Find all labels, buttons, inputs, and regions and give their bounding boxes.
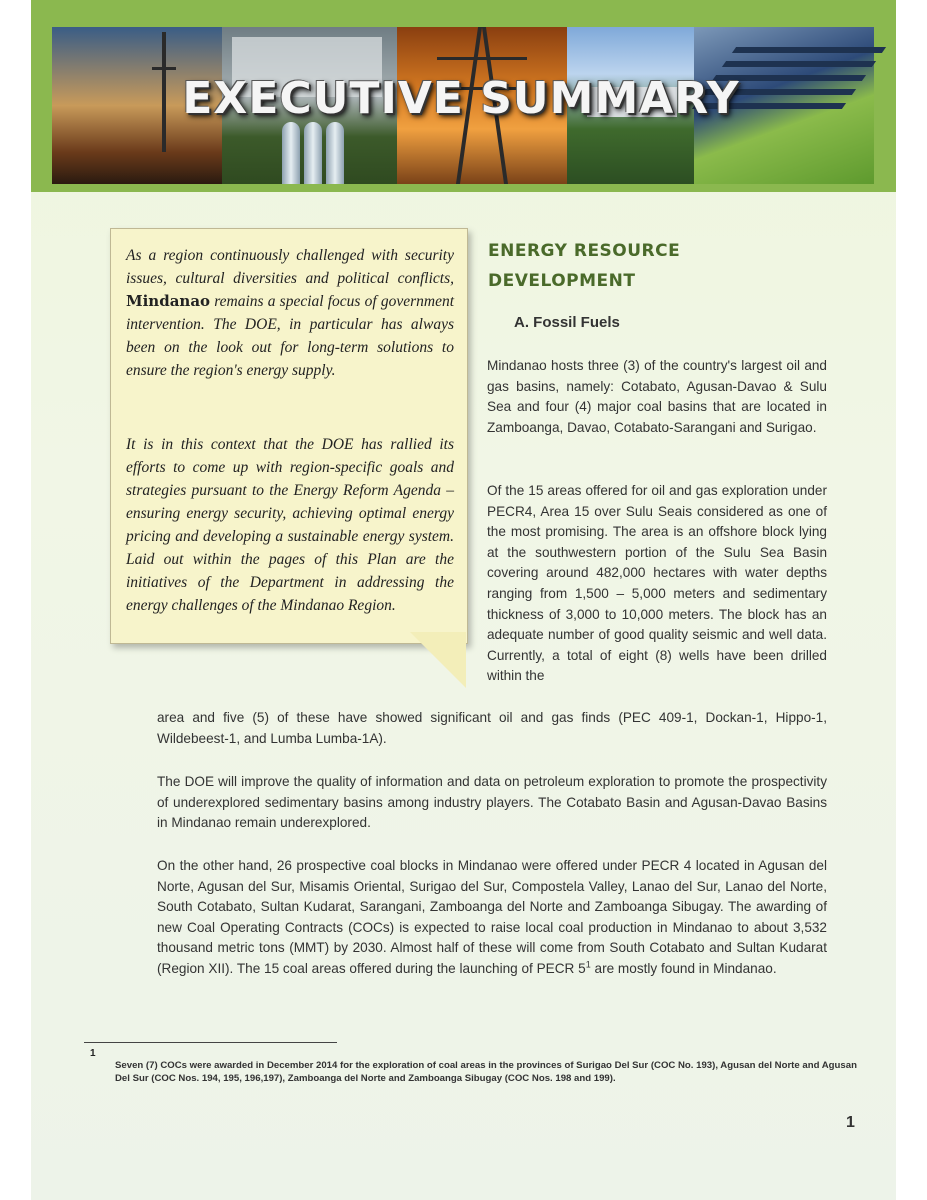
section-heading: ENERGY RESOURCE DEVELOPMENT bbox=[488, 241, 681, 291]
callout-paragraph-2: It is in this context that the DOE has rallied its efforts to come up with region-specific goals and strategies pursuant to the Energy Reform Agenda – ensuring energy security, achieving optimal energy pricing and developing a sustainable energy system. Laid out within the pages of this Plan are the initiatives of the Department in addressing the energy challenges of the Mindanao Region. bbox=[126, 436, 454, 614]
footnote-number: 1 bbox=[90, 1048, 96, 1059]
body-paragraph-2-continued: area and five (5) of these have showed significant oil and gas finds (PEC 409-1, Dockan-1, Hippo-1, Wildebeest-1, and Lumba Lumba-1A). bbox=[157, 710, 827, 746]
callout-paragraph-1: As a region continuously challenged with security issues, cultural diversities and political conflicts, Mindanao remains a special focus of government intervention. The DOE, in particular has always been on the look out for long-term solutions to ensure the region's energy supply. bbox=[126, 247, 454, 379]
subsection-heading: A. Fossil Fuels bbox=[514, 314, 620, 331]
header-banner bbox=[31, 0, 896, 192]
page-title: EXECUTIVE SUMMARY bbox=[182, 73, 740, 124]
body-paragraph-1: Mindanao hosts three (3) of the country's largest oil and gas basins, namely: Cotabato, Agusan-Davao & Sulu Sea and four (4) major coal basins that are located in Zamboanga, Davao, Cotabato-Sarangani and Surigao. bbox=[487, 358, 827, 435]
document-page bbox=[31, 0, 896, 1200]
body-paragraph-4: On the other hand, 26 prospective coal blocks in Mindanao were offered under PECR 4 located in Agusan del Norte, Agusan del Sur, Misamis Oriental, Surigao del Sur, Compostela Valley, Lanao del Sur, Lanao del Norte, South Cotabato, Sultan Kudarat, Sarangani, Zamboanga del Norte and Zamboanga Sibugay. The awarding of new Coal Operating Contracts (COCs) is expected to raise local coal production in Mindanao to about 3,532 thousand metric tons (MMT) by 2030. Almost half of these will come from South Cotabato and Sultan Kudarat (Region XII). The 15 coal areas offered during the launching of PECR $5^1$ are mostly found in Mindanao. bbox=[157, 858, 827, 976]
page-curl bbox=[410, 632, 466, 688]
body-paragraph-2: Of the 15 areas offered for oil and gas exploration under PECR4, Area 15 over Sulu Seais considered as one of the most promising. The area is an offshore block lying at the southwestern portion of the Sulu Sea Basin covering around 482,000 hectares with water depths ranging from 1,500 – 5,000 meters and sedimentary thickness of 3,000 to 10,000 meters. The block has an adequate number of good quality seismic and well data. Currently, a total of eight (8) wells have been drilled within the bbox=[487, 483, 827, 684]
body-paragraph-3: The DOE will improve the quality of information and data on petroleum exploration to promote the prospectivity of underexplored sedimentary basins among industry players. The Cotabato Basin and Agusan-Davao Basins in Mindanao remain underexplored. bbox=[157, 774, 827, 831]
page-number: 1 bbox=[846, 1114, 855, 1131]
region-name: Mindanao bbox=[126, 292, 211, 310]
callout-note bbox=[110, 228, 472, 688]
footnote-text: Seven (7) COCs were awarded in December 2014 for the exploration of coal areas in the provinces of Surigao Del Sur (COC No. 193), Agusan del Norte and Agusan Del Sur (COC Nos. 194, 195, 196,197), Zamboanga del Norte and Zamboanga Sibugay (COC Nos. 198 and 199). bbox=[115, 1060, 857, 1084]
footnote-reference[interactable]: 1 bbox=[585, 959, 591, 970]
footnote-divider bbox=[84, 1042, 337, 1043]
